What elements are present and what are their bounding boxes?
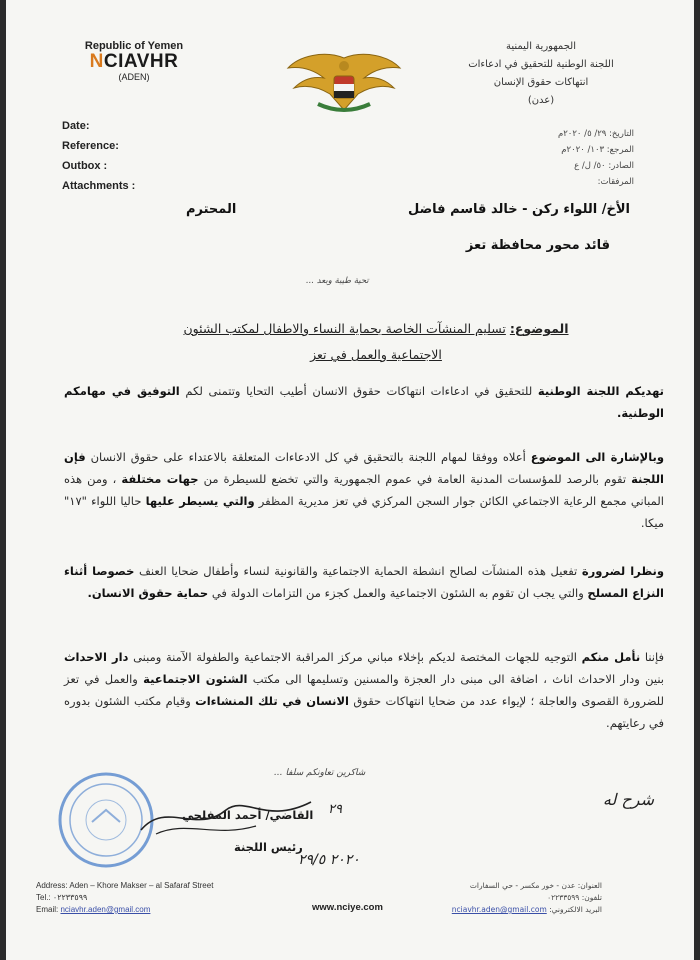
attachments-label: Attachments :	[62, 180, 136, 192]
paragraph-1: تهديكم اللجنة الوطنية للتحقيق في ادعاءات انتهاكات حقوق الانسان أطيب التحايا وتتمنى لكم التوفيق في مهامكم الوطنية.	[64, 384, 664, 420]
website-link[interactable]: www.nciye.com	[312, 902, 383, 913]
attachments-ar: المرفقات:	[597, 177, 634, 187]
letterhead-en	[74, 40, 194, 82]
letterhead-ar-line: اللجنة الوطنية للتحقيق في ادعاءات	[468, 59, 614, 70]
subject	[146, 316, 606, 368]
fields-en	[62, 116, 135, 196]
paragraph-3: ونظرا لضرورة تفعيل هذه المنشآت لصالح انشطة الحماية الاجتماعية والقانونية لنساء وأطفال ضحايا العنف خصوصا أثناء النزاع المسلح والتي يجب ان تقوم به الشئون الاجتماعية والعمل كجزء من التزامات الدولة في حماية حقوق الانسان.	[64, 564, 664, 600]
outbox-label: Outbox :	[62, 160, 108, 172]
footer-address-ar: العنوان: عدن - خور مكسر - حي السفارات	[469, 881, 602, 890]
footer-email-ar: البريد الالكتروني: nciavhr.aden@gmail.com	[451, 905, 602, 914]
ref-ar: المرجع: ١٠٣/ ٢٠٢٠م	[561, 145, 634, 155]
signatory-title: رئيس اللجنة	[234, 840, 303, 854]
letterhead-ar-line: انتهاكات حقوق الإنسان	[493, 77, 589, 88]
outbox-ar: الصادر: ٥٠/ ل/ ع	[574, 161, 634, 171]
date-label: Date:	[62, 120, 90, 132]
paragraph-4: فإننا نأمل منكم التوجيه للجهات المختصة لديكم بإخلاء مباني مركز المراقبة الاجتماعية والطفولة الآمنة ومبنى دار الاحداث بنين ودار الاحداث اناث ، اضافة الى مبنى دار العجزة والمسنين وتسليمها الى مكتب الشئون الاجتماعية والعمل في تعز للضرورة القصوى والعاجلة ؛ لإيواء عدد من ضحايا انتهاكات حقوق الانسان في تلك المنشاءات وقيام مكتب الشئون بدوره في رعايتهم.	[64, 650, 665, 730]
footer-email-en: Email: nciavhr.aden@gmail.com	[36, 905, 151, 914]
meta-ar	[474, 126, 634, 190]
nciavhr-logo: NCIAVHR	[89, 51, 179, 72]
republic-en: Republic of Yemen	[84, 40, 184, 52]
letterhead-ar-line: الجمهورية اليمنية	[505, 41, 576, 52]
handwritten-date: ٢٠٢٠ ٢٩/٥	[298, 852, 360, 868]
date-ar: التاريخ: ٢٩/ ٥/ ٢٠٢٠م	[557, 129, 634, 139]
footer-tel-en: Tel.: ٠٢٢٣٣٥٩٩	[36, 893, 88, 902]
yemen-eagle-emblem-icon	[284, 48, 404, 118]
salutation: تحية طيبة وبعد ...	[306, 276, 369, 286]
reference-label: Reference:	[62, 140, 119, 152]
addressee-honorific: المحترم	[186, 202, 237, 217]
footer-email-ar-link[interactable]: nciavhr.aden@gmail.com	[451, 905, 547, 914]
footer-email-link[interactable]: nciavhr.aden@gmail.com	[60, 905, 151, 914]
closing: شاكرين تعاونكم سلفا ...	[274, 768, 366, 778]
signature-scribble-icon	[136, 790, 316, 840]
footer-ar	[402, 880, 602, 916]
letter-page	[6, 0, 694, 960]
footer-tel-ar: تلفون: ٠٢٢٣٣٥٩٩	[547, 893, 602, 902]
paragraph-2: وبالإشارة الى الموضوع أعلاه ووفقا لمهام اللجنة بالتحقيق في كل الادعاءات المتعلقة بالاعتداء على حقوق الانسان فإن اللجنة تقوم بالرصد للمؤسسات المدنية العامة في عموم الجمهورية والتي تخضع للسيطرة من جهات مختلفة ، ومن هذه المباني مجمع الرعاية الاجتماعي الكائن جوار السجن المركزي في تعز مديرية المظفر والتي يسيطر عليها حاليا اللواء "١٧" ميكا.	[64, 450, 664, 530]
footer-address-en: Address: Aden – Khore Makser – al Safaraf Street	[36, 881, 214, 890]
letterhead-ar	[436, 38, 646, 110]
footer-en	[36, 880, 213, 916]
handwritten-annotation: شرح له	[602, 790, 654, 809]
subject-line-2: الاجتماعية والعمل في تعز	[310, 347, 442, 362]
letterhead-ar-line: (عدن)	[527, 95, 555, 106]
subject-line-1: الموضوع: تسليم المنشآت الخاصة بحماية النساء والاطفال لمكتب الشئون	[183, 321, 569, 336]
addressee-title: قائد محور محافظة تعز	[465, 238, 610, 253]
signatory-name: القاضي/ أحمد المفلحي	[182, 808, 314, 822]
city-en: (ADEN)	[118, 72, 150, 82]
handwritten-note: ٢٩	[328, 802, 342, 817]
addressee-name: الأخ/ اللواء ركن - خالد قاسم فاضل	[407, 202, 630, 217]
